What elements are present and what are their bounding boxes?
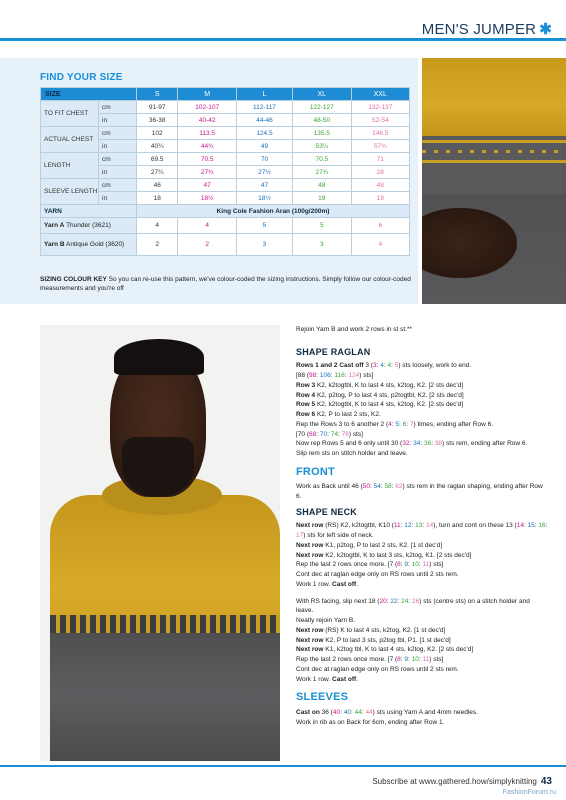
pattern-instructions <box>296 325 548 727</box>
cell: 122-127 <box>293 101 351 114</box>
row-unit: in <box>99 192 137 205</box>
cell: 146.5 <box>351 127 409 140</box>
header-xl: XL <box>293 88 351 101</box>
section-title: MEN'S JUMPER ✱ <box>421 21 552 38</box>
cell: 48-50 <box>293 114 351 127</box>
cell: 3 <box>236 234 292 256</box>
row-unit: cm <box>99 179 137 192</box>
instruction-line: [88 (98: 106: 116: 124) sts] <box>296 372 374 379</box>
row-label: SLEEVE LENGTH <box>41 179 99 205</box>
table-row <box>41 179 410 192</box>
row-unit: cm <box>99 127 137 140</box>
row-label: TO FIT CHEST <box>41 101 99 127</box>
cell: 49 <box>236 140 292 153</box>
instruction-line: Work 1 row. Cast off. <box>296 675 359 683</box>
row-unit: in <box>99 114 137 127</box>
instruction-line: Row 5 K2, k2togtbl, K to last 4 sts, k2tog, K2. [2 sts dec'd] <box>296 401 464 409</box>
front-heading: FRONT <box>296 465 335 478</box>
shape-raglan-heading: SHAPE RAGLAN <box>296 346 371 357</box>
sweater-band <box>50 615 280 633</box>
instruction-line: Next row K1, p2tog, P to last 2 sts, K2. [1 st dec'd] <box>296 541 443 549</box>
row-unit: cm <box>99 101 137 114</box>
instruction-line: Next row K2, P to last 3 sts, p2tog tbl, P1. [1 st dec'd] <box>296 636 451 644</box>
instruction-line: Work as Back until 46 (50: 54: 58: 62) sts rem in the raglan shaping, ending after Row 6. <box>296 483 543 500</box>
sweater-lower <box>50 630 280 761</box>
header-s: S <box>137 88 178 101</box>
instruction-line: Work 1 row. Cast off. <box>296 580 359 588</box>
cell: 2 <box>137 234 178 256</box>
instruction-line: Cont dec at raglan edge only on RS rows until 2 sts rem. <box>296 571 459 578</box>
instruction-line: With RS facing, slip next 18 (20: 22: 24: 26) sts (centre sts) on a stitch holder and leave. <box>296 597 530 615</box>
hand-image <box>422 208 517 278</box>
row-label: ACTUAL CHEST <box>41 127 99 153</box>
instruction-line: Rep the last 2 rows once more. [7 (8: 9: 10: 11) sts] <box>296 656 444 663</box>
yarn-label: YARN <box>41 205 137 218</box>
cell: 102-107 <box>178 101 236 114</box>
cell: 5 <box>293 218 351 234</box>
cell: 2 <box>178 234 236 256</box>
cell: 102 <box>137 127 178 140</box>
row-label: LENGTH <box>41 153 99 179</box>
row-unit: cm <box>99 153 137 166</box>
instruction-line: Row 4 K2, p2tog, P to last 4 sts, p2togtbl, K2. [2 sts dec'd] <box>296 391 464 399</box>
cell: 27¾ <box>178 166 236 179</box>
cell: 19 <box>351 192 409 205</box>
size-table <box>40 87 410 256</box>
yarn-a-label: Yarn A Thunder (3621) <box>41 218 137 234</box>
cell: 4 <box>137 218 178 234</box>
cell: 48 <box>351 179 409 192</box>
cell: 70.5 <box>293 153 351 166</box>
cell: 5 <box>236 218 292 234</box>
fair-isle-band <box>422 136 566 194</box>
cell: 112-117 <box>236 101 292 114</box>
cell: 18½ <box>178 192 236 205</box>
cell: 53¼ <box>293 140 351 153</box>
cell: 69.5 <box>137 153 178 166</box>
instruction-line: Rows 1 and 2 Cast off 3 (3: 4: 4: 5) sts loosely, work to end. <box>296 362 472 370</box>
yarn-name: King Cole Fashion Aran (100g/200m) <box>137 205 410 218</box>
cell: 132-137 <box>351 101 409 114</box>
instruction-line: Next row (RS) K to last 4 sts, k2tog, K2. [1 st dec'd] <box>296 626 446 634</box>
table-row <box>41 234 410 256</box>
subscribe-link[interactable]: Subscribe at www.gathered.how/simplyknitting <box>372 777 537 786</box>
cell: 52-54 <box>351 114 409 127</box>
watermark: FashionForum.ru <box>502 789 556 796</box>
cell: 113.5 <box>178 127 236 140</box>
header-m: M <box>178 88 236 101</box>
size-heading: FIND YOUR SIZE <box>40 72 123 83</box>
instruction-line: Next row K2, k2togtbl, K to last 3 sts, k2tog, K1. [2 sts dec'd] <box>296 551 472 559</box>
model-beard <box>122 437 194 497</box>
cell: 3 <box>293 234 351 256</box>
model-hair <box>114 339 204 375</box>
cell: 44-46 <box>236 114 292 127</box>
instruction-line: Next row (RS) K2, k2togtbl, K10 (11: 12: 13: 14), turn and cont on these 13 (14: 15: 16: 17) sts for left side of neck. <box>296 522 548 539</box>
instruction-line: Work in rib as on Back for 6cm, ending after Row 1. <box>296 718 445 726</box>
instruction-line: Rep the last 2 rows once more. [7 (8: 9: 10: 11) sts] <box>296 561 444 569</box>
row-unit: in <box>99 140 137 153</box>
cell: 6 <box>351 218 409 234</box>
cell: 135.5 <box>293 127 351 140</box>
yarn-b-label: Yarn B Antique Gold (3620) <box>41 234 137 256</box>
instruction-line: Next row K1, k2tog tbl, K to last 4 sts, k2tog, K2. [2 sts dec'd] <box>296 646 474 654</box>
table-row <box>41 101 410 114</box>
instruction-line: Row 6 K2, P to last 2 sts, K2. <box>296 411 381 418</box>
footer <box>372 776 552 787</box>
cell: 70 <box>236 153 292 166</box>
row-unit: in <box>99 166 137 179</box>
cell: 28 <box>351 166 409 179</box>
table-row <box>41 127 410 140</box>
shape-neck-heading: SHAPE NECK <box>296 506 358 517</box>
cell: 91-97 <box>137 101 178 114</box>
header-size: SIZE <box>41 88 137 101</box>
intro: Rejoin Yarn B and work 2 rows in st st.** <box>296 326 413 333</box>
model-photo <box>40 325 280 761</box>
instruction-line: Rep the Rows 3 to 6 another 2 (4: 5: 6: 7) times, ending after Row 6. <box>296 420 493 428</box>
instruction-line: Row 3 K2, k2togtbl, K to last 4 sts, k2tog, K2. [2 sts dec'd] <box>296 381 464 389</box>
cell: 4 <box>351 234 409 256</box>
cell: 70.5 <box>178 153 236 166</box>
cell: 27¼ <box>137 166 178 179</box>
cell: 40¼ <box>137 140 178 153</box>
header-l: L <box>236 88 292 101</box>
cell: 47 <box>236 179 292 192</box>
sleeves-heading: SLEEVES <box>296 691 349 704</box>
table-row <box>41 218 410 234</box>
table-row <box>41 153 410 166</box>
cell: 46 <box>137 179 178 192</box>
sizing-colour-key: SIZING COLOUR KEY So you can re-use this pattern, we've colour-coded the sizing instructions. Simply follow our colour-coded measurements and you're off <box>40 276 411 293</box>
cell: 18 <box>137 192 178 205</box>
star-icon: ✱ <box>539 21 552 38</box>
cell: 44¾ <box>178 140 236 153</box>
cell: 27¾ <box>293 166 351 179</box>
instruction-line: Cont dec at raglan edge only on RS rows until 2 sts rem. <box>296 665 459 673</box>
sweater-yellow-area <box>422 58 566 136</box>
page-number: 43 <box>540 776 552 787</box>
cell: 36-38 <box>137 114 178 127</box>
instruction-line: Now rep Rows 5 and 6 only until 30 (32: 34: 36: 38) sts rem, ending after Row 6. <box>296 440 528 448</box>
instruction-line: Slip rem sts on stitch holder and leave. <box>296 450 408 457</box>
cell: 4 <box>178 218 236 234</box>
header-xxl: XXL <box>351 88 409 101</box>
cell: 40-42 <box>178 114 236 127</box>
cell: 57¾ <box>351 140 409 153</box>
cell: 47 <box>178 179 236 192</box>
footer-rule <box>0 765 566 767</box>
cell: 124.5 <box>236 127 292 140</box>
yarn-row <box>41 205 410 218</box>
instruction-line: Neatly rejoin Yarn B. <box>296 617 356 624</box>
header-rule <box>0 38 566 41</box>
cell: 27½ <box>236 166 292 179</box>
instruction-line: Cast on 36 (40: 40: 44: 44) sts using Yarn A and 4mm needles. <box>296 708 478 716</box>
cell: 19 <box>293 192 351 205</box>
cell: 71 <box>351 153 409 166</box>
cell: 18½ <box>236 192 292 205</box>
cell: 48 <box>293 179 351 192</box>
instruction-line: [70 (68: 70: 74: 76) sts] <box>296 430 363 438</box>
size-table-header <box>41 88 410 101</box>
detail-photo <box>422 58 566 304</box>
